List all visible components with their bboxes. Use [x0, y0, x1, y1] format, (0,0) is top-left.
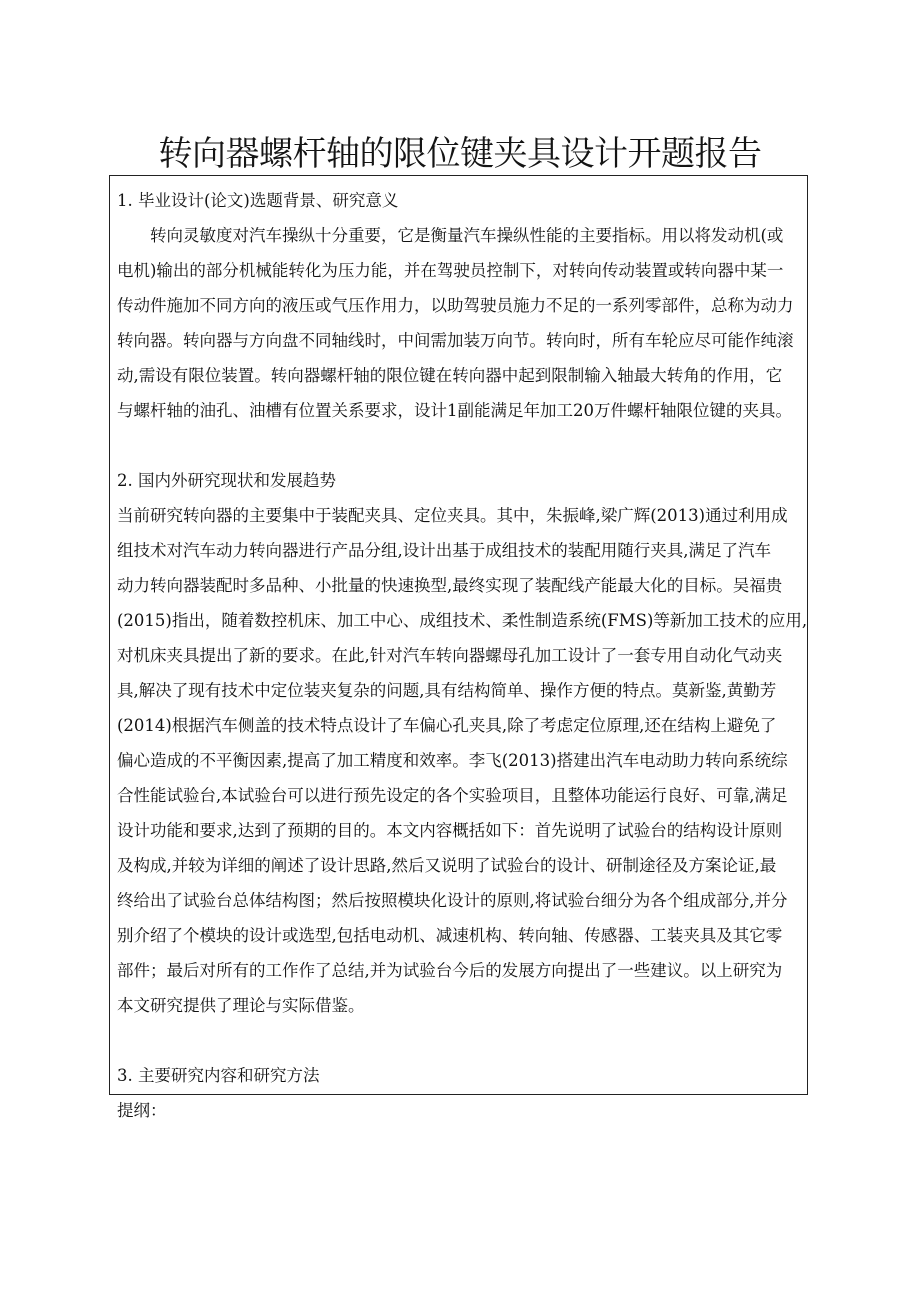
- paragraph-line: 部件；最后对所有的工作作了总结,并为试验台今后的发展方向提出了一些建议。以上研究为: [117, 961, 783, 980]
- paragraph-line: 对机床夹具提出了新的要求。在此,针对汽车转向器螺母孔加工设计了一套专用自动化气动夹: [117, 646, 783, 665]
- paragraph-line: 设计功能和要求,达到了预期的目的。本文内容概括如下：首先说明了试验台的结构设计原则: [117, 821, 783, 840]
- paragraph-line: 偏心造成的不平衡因素,提高了加工精度和效率。李飞(2013)搭建出汽车电动助力转向系统综: [117, 751, 788, 770]
- paragraph-line: 组技术对汽车动力转向器进行产品分组,设计出基于成组技术的装配用随行夹具,满足了汽车: [117, 541, 771, 560]
- section-1-heading: 1. 毕业设计(论文)选题背景、研究意义: [117, 191, 399, 210]
- page-title: 转向器螺杆轴的限位键夹具设计开题报告: [158, 134, 762, 174]
- paragraph-line: 及构成,并较为详细的阐述了设计思路,然后又说明了试验台的设计、研制途径及方案论证,最: [117, 856, 777, 875]
- paragraph-line: 本文研究提供了理论与实际借鉴。: [117, 996, 365, 1015]
- paragraph-line: 终给出了试验台总体结构图；然后按照模块化设计的原则,将试验台细分为各个组成部分,并分: [117, 891, 788, 910]
- paragraph-line: 电机)输出的部分机械能转化为压力能，并在驾驶员控制下，对转向传动装置或转向器中某一: [117, 261, 784, 280]
- paragraph-line: 合性能试验台,本试验台可以进行预先设定的各个实验项目，且整体功能运行良好、可靠,满足: [117, 786, 788, 805]
- section-2-paragraph: [117, 498, 807, 1023]
- paragraph-line: (2015)指出，随着数控机床、加工中心、成组技术、柔性制造系统(FMS)等新加工技术的应用,: [117, 611, 807, 630]
- paragraph-line: 动力转向器装配时多品种、小批量的快速换型,最终实现了装配线产能最大化的目标。吴福贵: [117, 576, 783, 595]
- paragraph-line: 具,解决了现有技术中定位装夹复杂的问题,具有结构简单、操作方便的特点。莫新鉴,黄勤芳: [117, 681, 777, 700]
- paragraph-line: 传动件施加不同方向的液压或气压作用力，以助驾驶员施力不足的一系列零部件，总称为动力: [117, 296, 794, 315]
- report-content: [117, 183, 807, 1128]
- paragraph-line: 转向器。转向器与方向盘不同轴线时，中间需加装万向节。转向时，所有车轮应尽可能作纯滚: [117, 331, 794, 350]
- paragraph-line: 动,需设有限位装置。转向器螺杆轴的限位键在转向器中起到限制输入轴最大转角的作用，它: [117, 366, 783, 385]
- section-3-heading: 3. 主要研究内容和研究方法: [117, 1066, 320, 1085]
- paragraph-line: (2014)根据汽车侧盖的技术特点设计了车偏心孔夹具,除了考虑定位原理,还在结构上避免了: [117, 716, 777, 735]
- paragraph-line: 转向灵敏度对汽车操纵十分重要，它是衡量汽车操纵性能的主要指标。用以将发动机(或: [150, 226, 784, 245]
- paragraph-line: 与螺杆轴的油孔、油槽有位置关系要求，设计1副能满足年加工20万件螺杆轴限位键的夹具。: [117, 401, 792, 420]
- paragraph-line: 别介绍了个模块的设计或选型,包括电动机、减速机构、转向轴、传感器、工装夹具及其它零: [117, 926, 783, 945]
- section-2-heading: 2. 国内外研究现状和发展趋势: [117, 471, 336, 490]
- section-spacer: [117, 428, 807, 463]
- paragraph-line: 当前研究转向器的主要集中于装配夹具、定位夹具。其中，朱振峰,梁广辉(2013)通过利用成: [117, 506, 788, 525]
- section-1-paragraph: [117, 218, 807, 428]
- section-spacer: [117, 1023, 807, 1058]
- outline-label: 提纲：: [117, 1101, 167, 1120]
